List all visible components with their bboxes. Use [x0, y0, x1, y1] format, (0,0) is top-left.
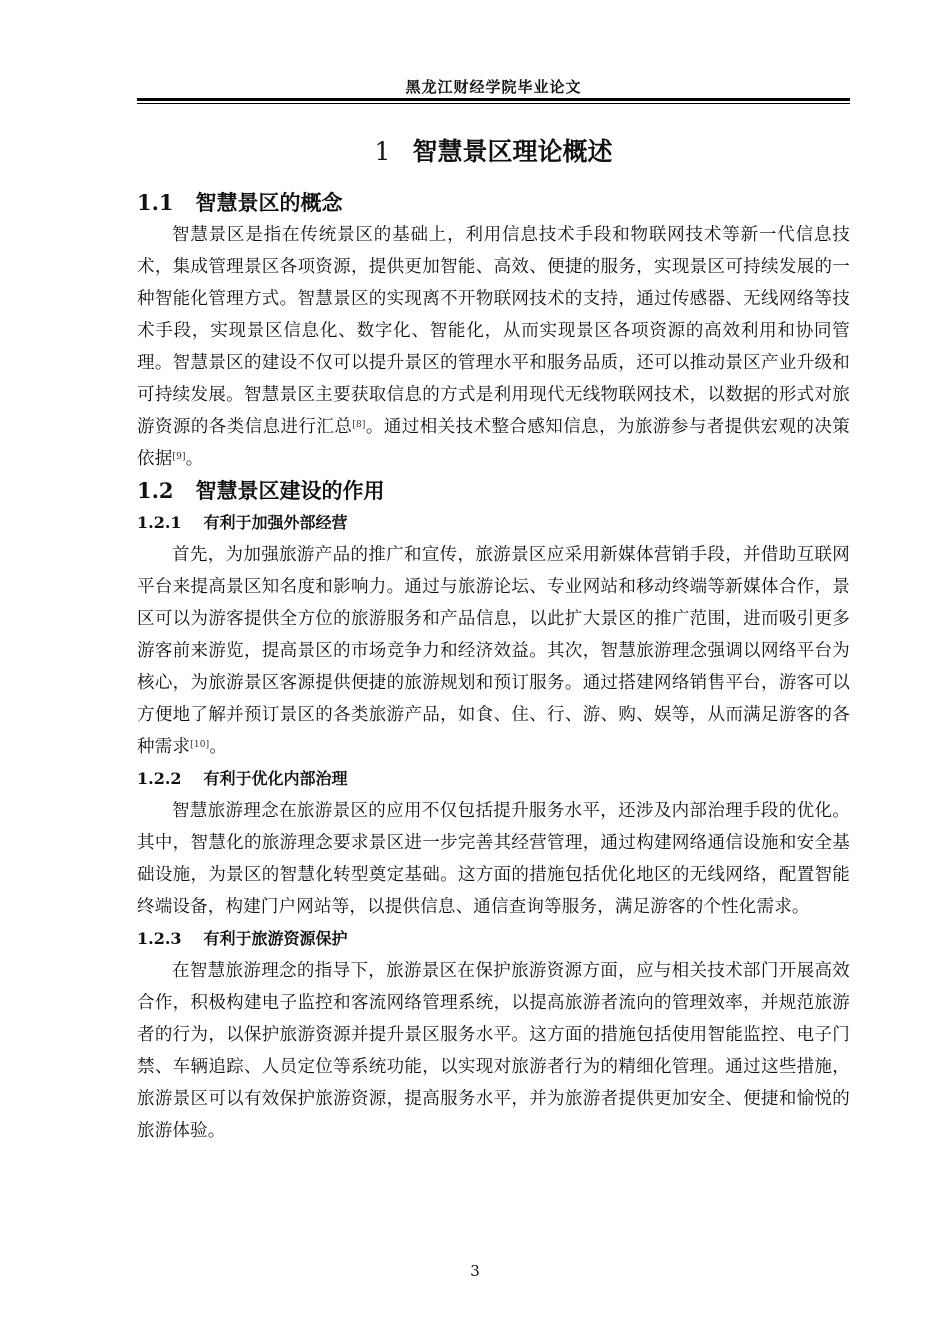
paragraph-text: 。	[209, 737, 228, 757]
page-number: 3	[470, 1262, 480, 1280]
section-title: 智慧景区的概念	[195, 191, 343, 215]
subsection-number: 1.2.1	[137, 513, 182, 532]
header-rule-thin	[137, 103, 850, 104]
subsection-heading	[137, 763, 850, 795]
section-number: 1.1	[137, 190, 174, 215]
chapter-number: 1	[374, 137, 391, 166]
subsection-title: 有利于优化内部治理	[203, 769, 348, 788]
paragraph-text: 首先，为加强旅游产品的推广和宣传，旅游景区应采用新媒体营销手段，并借助互联网平台来提高景区知名度和影响力。通过与旅游论坛、专业网站和移动终端等新媒体合作，景区可以为游客提供全方位的旅游服务和产品信息，以此扩大景区的推广范围，进而吸引更多游客前来游览，提高景区的市场竞争力和经济效益。其次，智慧旅游理念强调以网络平台为核心，为旅游景区客源提供便捷的旅游规划和预订服务。通过搭建网络销售平台，游客可以方便地了解并预订景区的各类旅游产品，如食、住、行、游、购、娱等，从而满足游客的各种需求	[137, 545, 850, 757]
subsection-number: 1.2.2	[137, 769, 182, 788]
running-header: 黑龙江财经学院毕业论文	[405, 78, 582, 96]
subsection-heading	[137, 507, 850, 539]
subsection-heading	[137, 923, 850, 955]
section-heading	[137, 475, 850, 507]
chapter-title	[137, 132, 850, 168]
citation: [10]	[190, 740, 210, 750]
header-rule	[137, 98, 850, 101]
paragraph: 在智慧旅游理念的指导下，旅游景区在保护旅游资源方面，应与相关技术部门开展高效合作，积极构建电子监控和客流网络管理系统，以提高旅游者流向的管理效率，并规范旅游者的行为，以保护旅游资源并提升景区服务水平。这方面的措施包括使用智能监控、电子门禁、车辆追踪、人员定位等系统功能，以实现对旅游者行为的精细化管理。通过这些措施，旅游景区可以有效保护旅游资源，提高服务水平，并为旅游者提供更加安全、便捷和愉悦的旅游体验。	[137, 961, 850, 1141]
body-content	[137, 187, 850, 1147]
chapter-title-text: 智慧景区理论概述	[412, 137, 613, 166]
section-heading	[137, 187, 850, 219]
paragraph	[137, 219, 850, 475]
citation: [9]	[172, 452, 186, 462]
paragraph-text: 。通过相关技术整合感知信息，为旅游参与者提供宏观的决策依据	[137, 417, 850, 469]
section-number: 1.2	[137, 478, 174, 503]
citation: [8]	[352, 420, 366, 430]
subsection-number: 1.2.3	[137, 929, 182, 948]
subsection-title: 有利于旅游资源保护	[203, 929, 348, 948]
paragraph: 智慧旅游理念在旅游景区的应用不仅包括提升服务水平，还涉及内部治理手段的优化。其中，智慧化的旅游理念要求景区进一步完善其经营管理，通过构建网络通信设施和安全基础设施，为景区的智慧化转型奠定基础。这方面的措施包括优化地区的无线网络，配置智能终端设备，构建门户网站等，以提供信息、通信查询等服务，满足游客的个性化需求。	[137, 801, 850, 917]
paragraph-text: 智慧景区是指在传统景区的基础上，利用信息技术手段和物联网技术等新一代信息技术，集成管理景区各项资源，提供更加智能、高效、便捷的服务，实现景区可持续发展的一种智能化管理方式。智慧景区的实现离不开物联网技术的支持，通过传感器、无线网络等技术手段，实现景区信息化、数字化、智能化，从而实现景区各项资源的高效利用和协同管理。智慧景区的建设不仅可以提升景区的管理水平和服务品质，还可以推动景区产业升级和可持续发展。智慧景区主要获取信息的方式是利用现代无线物联网技术，以数据的形式对旅游资源的各类信息进行汇总	[137, 225, 850, 437]
subsection-title: 有利于加强外部经营	[203, 513, 348, 532]
paragraph-text: 。	[185, 449, 204, 469]
section-title: 智慧景区建设的作用	[195, 479, 385, 503]
paragraph	[137, 539, 850, 763]
